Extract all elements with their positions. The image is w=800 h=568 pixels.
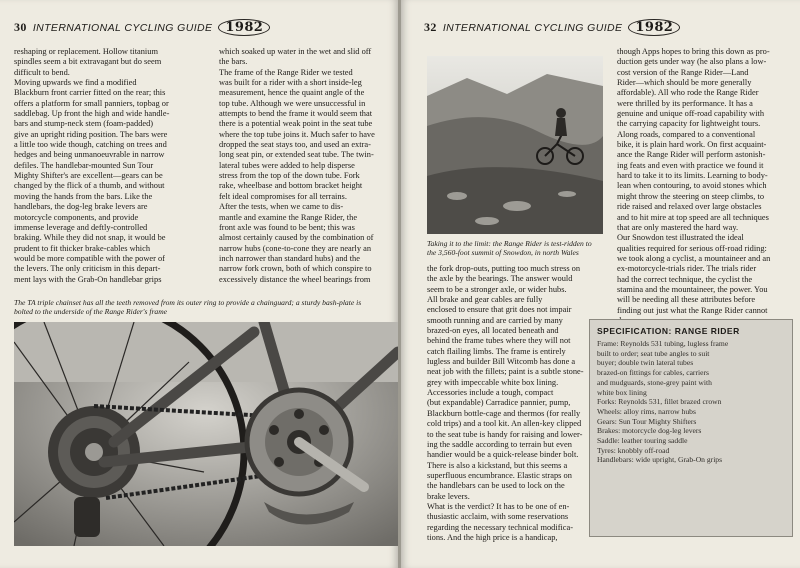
right-running-title: INTERNATIONAL CYCLING GUIDE xyxy=(442,22,623,34)
left-page-header xyxy=(14,19,270,36)
bike-drivetrain-photo xyxy=(14,322,398,546)
right-page-header xyxy=(424,19,680,36)
left-running-title: INTERNATIONAL CYCLING GUIDE xyxy=(32,22,213,34)
mountain-landscape-illustration xyxy=(427,56,603,234)
left-column-2: which soaked up water in the wet and slid off the bars. The frame of the Range Rider we tested was built for a rider with a short inside-leg measurement, hence the quaint angle of the top tube. Although we were unsuccessful in attempts to bend the frame it would seem that there is a potential weak point in the seat tube where the top tube joins it. Much safer to have dropped the seat stays too, and used an extra- long seat pin, or extended seat tube. The twin- lateral tubes were added to help disperse stress from the top of the down tube. Fork rake, wheelbase and bottom bracket height felt ideal compromises for all terrains. After the tests, when we came to dis- mantle and examine the Range Rider, the front axle was found to be bent; this was almost certainly caused by the combination of narrow hubs (cone-to-cone they are nearly an inch narrower than standard hubs) and the narrow fork crown, both of which conspire to excessively distance the wheel bearings from xyxy=(219,47,375,284)
left-page-number: 30 xyxy=(14,20,27,34)
left-photo-caption: The TA triple chainset has all the teeth removed from its outer ring to provide a chainguard; a sturdy bash-plate is bolted to the underside of the Range Rider's frame xyxy=(14,298,362,317)
bike-drivetrain-illustration xyxy=(14,322,398,546)
snowdon-summit-photo xyxy=(427,56,603,234)
specification-box xyxy=(589,319,793,537)
right-handwritten-year: 1982 xyxy=(628,19,680,36)
right-photo-caption: Taking it to the limit: the Range Rider is test-ridden to the 3,560-foot summit of Snowdon, in north Wales xyxy=(427,239,592,258)
left-column-1: reshaping or replacement. Hollow titanium spindles seem a bit extravagant but do seem difficult to bend. Moving upwards we find a modified Blackburn front carrier fitted on the rear; this offers a platform for small panniers, topbag or saddlebag. Up front the high and wide handle- bars and stump-neck stem (foam-padded) give an upright riding position. The bars were a little too wide though, catching on trees and hedges and being unmanoeuvrable in narrow defiles. The handlebar-mounted Sun Tour Mighty Shifter's are excellent—gears can be changed by the flick of a thumb, and without moving the hands from the bars. Like the handlebars, the dog-leg brake levers are motorcycle components, and provide immense leverage and deftly-controlled braking. While they did not snap, it would be prudent to fit thicker brake-cables which would be more compatible with the power of the levers. The only criticism in this depart- ment lays with the Grab-On handlebar grips xyxy=(14,47,170,284)
right-page-number: 32 xyxy=(424,20,437,34)
right-column-1: the fork drop-outs, putting too much stress on the axle by the bearings. The answer would seem to be a stronger axle, or wider hubs. All brake and gear cables are fully enclosed to ensure that grit does not impair smooth running and are carried by many brazed-on eyes, all located beneath and behind the frame tubes where they will not catch flailing limbs. The frame is entirely lugless and builder Bill Witcomb has done a neat job with the fillets; paint is a subtle stone- grey with impeccable white box lining. Accessories include a tough, compact (but expandable) Carradice pannier, pump, Blackburn bottle-cage and thermos (for really cold trips) and a tool kit. An allen-key clipped to the seat tube is handy for raising and lower- ing the saddle according to terrain but even handier would be a quick-release binder bolt. There is also a kickstand, but this seems a superfluous encumbrance. Elastic straps on the handlebars can be used to lock on the brake levers. What is the verdict? It has to be one of en- thusiastic acclaim, with some reservations regarding the necessary technical modifica- tions. And the high price is a handicap, xyxy=(427,264,584,542)
specification-title: SPECIFICATION: RANGE RIDER xyxy=(597,326,740,336)
specification-text: Frame: Reynolds 531 tubing, lugless frame built to order; seat tube angles to suit buyer; double twin lateral tubes brazed-on fittings for cables, carriers and mudguards, stone-grey paint with white box lining Forks: Reynolds 531, fillet brazed crown Wheels: alloy rims, narrow hubs Gears: Sun Tour Mighty Shifters Brakes: motorcycle dog-leg levers Saddle: leather touring saddle Tyres: knobbly off-road Handlebars: wide upright, Grab-On grips xyxy=(597,339,729,465)
left-page xyxy=(0,0,398,568)
left-handwritten-year: 1982 xyxy=(218,19,270,36)
right-column-2: though Apps hopes to bring this down as pro- duction gets under way (he also plans a low- cost version of the Range Rider—Land Rider—which should be more generally affordable). All who rode the Range Rider were thrilled by its performance. It has a genuine and unique off-road capability with the carrying capacity for lightweight tours. Along roads, compared to a conventional bike, it is plain hard work. On first acquaint- ance the Range Rider will perform astonish- ing feats and even with practice we found it hard to take it to its limits. Learning to body- lean when contouring, to avoid stones which might throw the steering on steep climbs, to ride raised and relaxed over large obstacles and to hit mire at top speed are all techniques that are only mastered the hard way. Our Snowdon test illustrated the ideal qualities required for serious off-road riding: we took along a cyclist, a mountaineer and an ex-motorcycle-trials rider. The trials rider had the correct technique, the cyclist the stamina and the mountaineer, the power. You will be needing all these attributes before finding out just what the Range Rider cannot xyxy=(617,47,771,315)
